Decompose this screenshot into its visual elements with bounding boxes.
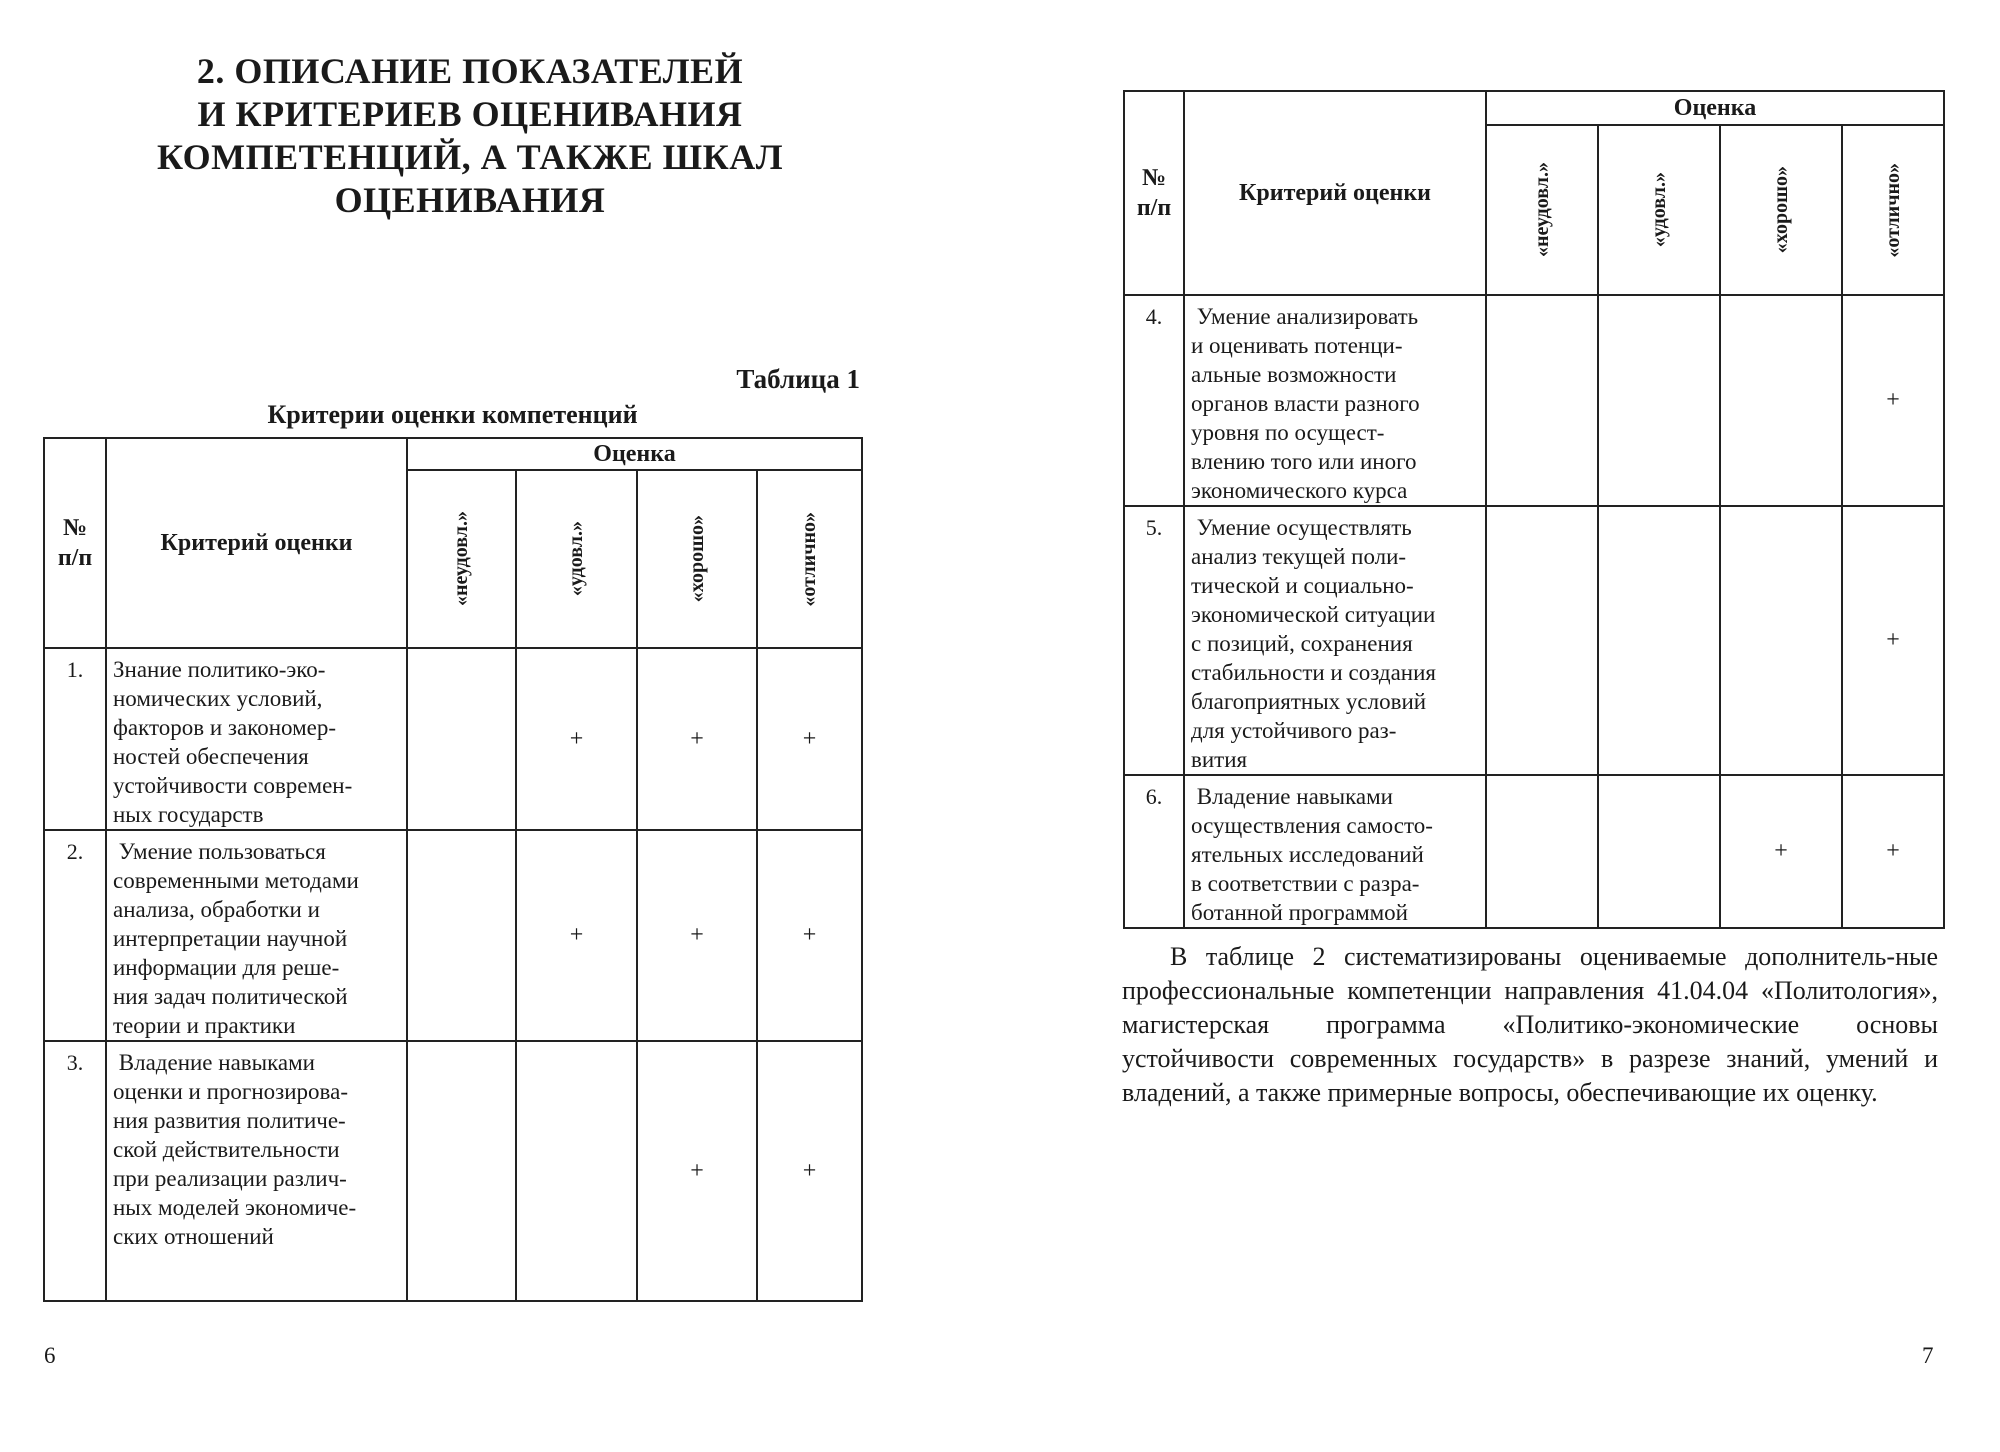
- section-title-line: КОМПЕТЕНЦИЙ, А ТАКЖЕ ШКАЛ: [156, 137, 784, 177]
- grade-satisfactory-header: [516, 470, 637, 648]
- criterion-line: Знание политико-эко-: [113, 657, 326, 682]
- criterion-line: тической и социально-: [1191, 573, 1414, 598]
- num-header: [44, 438, 106, 648]
- row-number: 2.: [44, 830, 106, 1041]
- criterion-line: оценки и прогнозирова-: [113, 1079, 348, 1104]
- grade-excellent-header: [757, 470, 862, 648]
- grade-mark-cell: +: [1720, 775, 1842, 928]
- criterion-line: Владение навыками: [113, 1050, 315, 1075]
- grade-mark-cell: [1598, 295, 1720, 506]
- criterion-line: стабильности и создания: [1191, 660, 1436, 685]
- criterion-line: при реализации различ-: [113, 1166, 347, 1191]
- criterion-line: органов власти разного: [1191, 391, 1420, 416]
- grade-mark-cell: [1598, 775, 1720, 928]
- table-caption: Критерии оценки компетенций: [267, 400, 638, 429]
- grade-mark-cell: [1598, 506, 1720, 775]
- criterion-line: и оценивать потенци-: [1191, 333, 1403, 358]
- criterion-text: [1184, 295, 1486, 506]
- criterion-line: информации для реше-: [113, 955, 340, 980]
- grade-mark-cell: +: [757, 648, 862, 830]
- table-row: [44, 830, 862, 1041]
- table-row: [1124, 775, 1944, 928]
- criterion-line: для устойчивого раз-: [1191, 718, 1397, 743]
- section-title: [60, 50, 880, 222]
- grade-label: «хорошо»: [685, 515, 708, 603]
- grade-mark-cell: [1720, 506, 1842, 775]
- criterion-line: ностей обеспечения: [113, 744, 309, 769]
- grade-label: «удовл.»: [1647, 172, 1670, 248]
- criterion-line: осуществления самосто-: [1191, 813, 1433, 838]
- grade-unsatisfactory-header: [407, 470, 516, 648]
- criterion-line: теории и практики: [113, 1013, 296, 1038]
- criterion-line: факторов и закономер-: [113, 715, 336, 740]
- table-row: [1124, 506, 1944, 775]
- num-header-line: п/п: [1136, 195, 1172, 221]
- grade-mark-cell: +: [1842, 506, 1944, 775]
- criterion-line: анализ текущей поли-: [1191, 544, 1407, 569]
- grade-label: «хорошо»: [1769, 166, 1792, 254]
- grade-mark-cell: [1486, 295, 1598, 506]
- criterion-line: экономической ситуации: [1191, 602, 1436, 627]
- num-header-line: п/п: [57, 545, 93, 571]
- grade-satisfactory-header: [1598, 125, 1720, 295]
- criterion-line: влению того или иного: [1191, 449, 1417, 474]
- grade-mark-cell: [1486, 775, 1598, 928]
- section-title-line: 2. ОПИСАНИЕ ПОКАЗАТЕЛЕЙ: [196, 51, 744, 91]
- table-body: [44, 648, 862, 1301]
- grade-mark-cell: [1486, 506, 1598, 775]
- criteria-table-left: [43, 437, 863, 1302]
- criterion-line: устойчивости современ-: [113, 773, 353, 798]
- table-header: [44, 438, 862, 648]
- grade-mark-cell: [1720, 295, 1842, 506]
- criterion-line: Умение осуществлять: [1191, 515, 1412, 540]
- criterion-line: с позиций, сохранения: [1191, 631, 1413, 656]
- grade-mark-cell: +: [637, 648, 757, 830]
- grade-mark-cell: +: [1842, 775, 1944, 928]
- grade-label: «неудовл.»: [450, 511, 472, 607]
- criterion-line: номических условий,: [113, 686, 323, 711]
- grade-good-header: [1720, 125, 1842, 295]
- table-row: [44, 1041, 862, 1301]
- grade-mark-cell: +: [1842, 295, 1944, 506]
- section-title-line: И КРИТЕРИЕВ ОЦЕНИВАНИЯ: [197, 94, 743, 134]
- body-paragraph: В таблице 2 систематизированы оцениваемые дополнитель-ные профессиональные компетенции направления 41.04.04 «Политология», магистерская программа «Политико-экономические основы устойчивости современных государств» в разрезе знаний, умений и владений, а также примерные вопросы, обеспечивающие их оценку.: [1122, 942, 1938, 1107]
- criterion-line: в соответствии с разра-: [1191, 871, 1420, 896]
- criterion-line: Владение навыками: [1191, 784, 1393, 809]
- criterion-text: [1184, 506, 1486, 775]
- grade-mark-cell: +: [637, 830, 757, 1041]
- num-header-line: №: [1141, 165, 1167, 191]
- grade-good-header: [637, 470, 757, 648]
- criterion-line: Умение анализировать: [1191, 304, 1419, 329]
- criterion-line: интерпретации научной: [113, 926, 348, 951]
- criterion-line: благоприятных условий: [1191, 689, 1427, 714]
- row-number: 3.: [44, 1041, 106, 1301]
- grade-mark-cell: +: [757, 830, 862, 1041]
- criterion-line: ской действительности: [113, 1137, 340, 1162]
- score-header: Оценка: [1486, 91, 1944, 125]
- grade-unsatisfactory-header: [1486, 125, 1598, 295]
- grade-mark-cell: [407, 1041, 516, 1301]
- table-body: [1124, 295, 1944, 928]
- criterion-text: [106, 830, 407, 1041]
- grade-label: «отлично»: [798, 511, 820, 607]
- grade-mark-cell: [407, 830, 516, 1041]
- table-header: [1124, 91, 1944, 295]
- criterion-text: [106, 1041, 407, 1301]
- row-number: 1.: [44, 648, 106, 830]
- criterion-line: ских отношений: [113, 1224, 274, 1249]
- row-number: 4.: [1124, 295, 1184, 506]
- grade-mark-cell: +: [516, 830, 637, 1041]
- num-header-line: №: [62, 515, 88, 541]
- header-row: [44, 438, 862, 470]
- criterion-text: [106, 648, 407, 830]
- criterion-line: альные возможности: [1191, 362, 1397, 387]
- page-number: 7: [1922, 1343, 1934, 1368]
- criterion-line: ятельных исследований: [1191, 842, 1424, 867]
- grade-label: «отлично»: [1881, 162, 1904, 258]
- grade-mark-cell: +: [516, 648, 637, 830]
- grade-label: «удовл.»: [565, 521, 587, 597]
- score-header: Оценка: [407, 438, 862, 470]
- row-number: 5.: [1124, 506, 1184, 775]
- grade-mark-cell: [407, 648, 516, 830]
- row-number: 6.: [1124, 775, 1184, 928]
- grade-label: «неудовл.»: [1530, 162, 1553, 258]
- criterion-line: вития: [1191, 747, 1248, 772]
- criterion-line: ния развития политиче-: [113, 1108, 346, 1133]
- criterion-line: ботанной программой: [1191, 900, 1408, 925]
- table-row: [1124, 295, 1944, 506]
- grade-mark-cell: [516, 1041, 637, 1301]
- criterion-line: ных моделей экономиче-: [113, 1195, 357, 1220]
- criterion-text: [1184, 775, 1486, 928]
- criterion-line: ния задач политической: [113, 984, 348, 1009]
- criterion-line: ных государств: [113, 802, 264, 827]
- page-number: 6: [44, 1343, 56, 1368]
- criterion-line: Умение пользоваться: [113, 839, 326, 864]
- criterion-header: Критерий оценки: [106, 438, 407, 648]
- right-page: [1000, 0, 2000, 1452]
- table-number: Таблица 1: [736, 364, 860, 394]
- criteria-table-right: [1123, 90, 1945, 929]
- header-row: [1124, 91, 1944, 125]
- grade-excellent-header: [1842, 125, 1944, 295]
- criterion-line: экономического курса: [1191, 478, 1408, 503]
- section-title-line: ОЦЕНИВАНИЯ: [334, 180, 606, 220]
- num-header: [1124, 91, 1184, 295]
- criterion-line: анализа, обработки и: [113, 897, 320, 922]
- criterion-line: уровня по осущест-: [1191, 420, 1385, 445]
- grade-mark-cell: +: [637, 1041, 757, 1301]
- table-row: [44, 648, 862, 830]
- criterion-header: Критерий оценки: [1184, 91, 1486, 295]
- criterion-line: современными методами: [113, 868, 359, 893]
- grade-mark-cell: +: [757, 1041, 862, 1301]
